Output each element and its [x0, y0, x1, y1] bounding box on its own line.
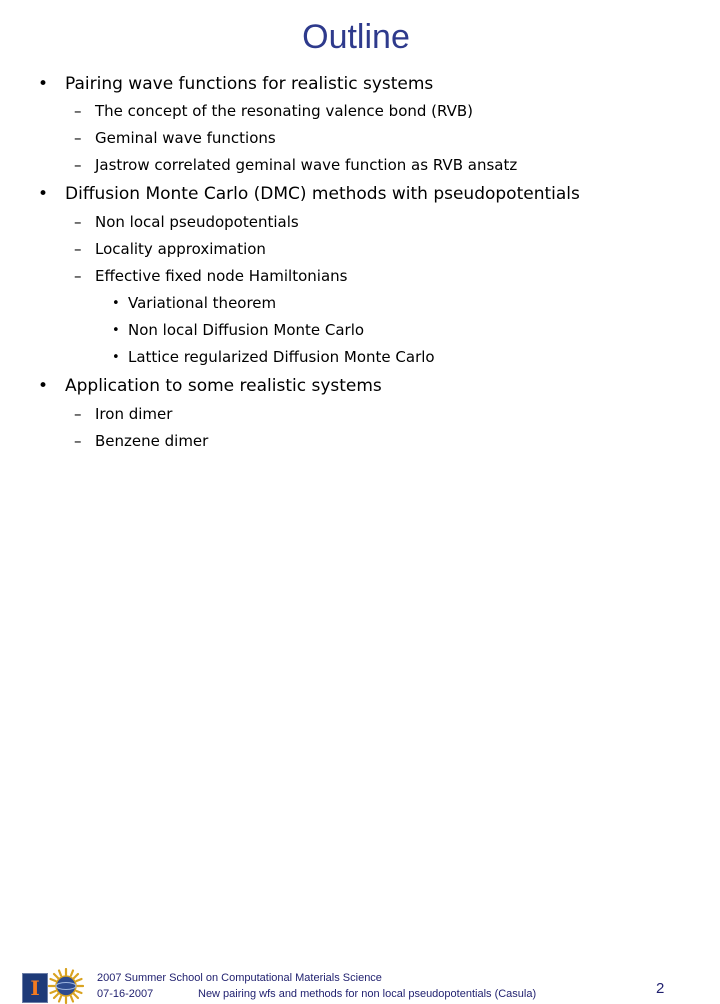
logo-letter: I [30, 976, 40, 1000]
bullet-text: Diffusion Monte Carlo (DMC) methods with pseudopotentials [65, 184, 580, 204]
sub-bullet-text: Benzene dimer [95, 432, 209, 450]
slide-footer [0, 470, 720, 1000]
dash-marker: – [74, 405, 82, 423]
bullet-marker: • [112, 296, 120, 311]
sub-bullet-text: The concept of the resonating valence bond (RVB) [95, 102, 474, 120]
page-number: 2 [656, 980, 665, 997]
bullet-marker: • [38, 74, 49, 94]
sub-bullet-text: Locality approximation [95, 240, 266, 258]
dash-marker: – [74, 213, 82, 231]
sun-logo-icon [48, 968, 84, 1004]
outline-list [0, 0, 720, 470]
slide-title: Outline [302, 18, 410, 56]
footer-date: 07-16-2007 [97, 988, 154, 1000]
bullet-text: Application to some realistic systems [65, 376, 382, 396]
sub-bullet-text: Iron dimer [95, 405, 173, 423]
dash-marker: – [74, 129, 82, 147]
illinois-logo-icon [22, 973, 48, 1003]
dash-marker: – [74, 432, 82, 450]
sub-bullet-text: Non local pseudopotentials [95, 213, 299, 231]
dash-marker: – [74, 156, 82, 174]
dash-marker: – [74, 267, 82, 285]
bullet-marker: • [38, 376, 49, 396]
sub-sub-bullet-text: Variational theorem [128, 294, 277, 312]
dash-marker: – [74, 240, 82, 258]
footer-school-text: 2007 Summer School on Computational Materials Science [97, 972, 382, 984]
bullet-marker: • [38, 184, 49, 204]
sub-sub-bullet-text: Lattice regularized Diffusion Monte Carlo [128, 348, 435, 366]
bullet-marker: • [112, 350, 120, 365]
footer-talk-title: New pairing wfs and methods for non local pseudopotentials (Casula) [198, 988, 537, 1000]
bullet-text: Pairing wave functions for realistic systems [65, 74, 434, 94]
dash-marker: – [74, 102, 82, 120]
sub-bullet-text: Effective fixed node Hamiltonians [95, 267, 348, 285]
sub-bullet-text: Geminal wave functions [95, 129, 276, 147]
sub-sub-bullet-text: Non local Diffusion Monte Carlo [128, 321, 365, 339]
sub-bullet-text: Jastrow correlated geminal wave function as RVB ansatz [95, 156, 518, 174]
bullet-marker: • [112, 323, 120, 338]
